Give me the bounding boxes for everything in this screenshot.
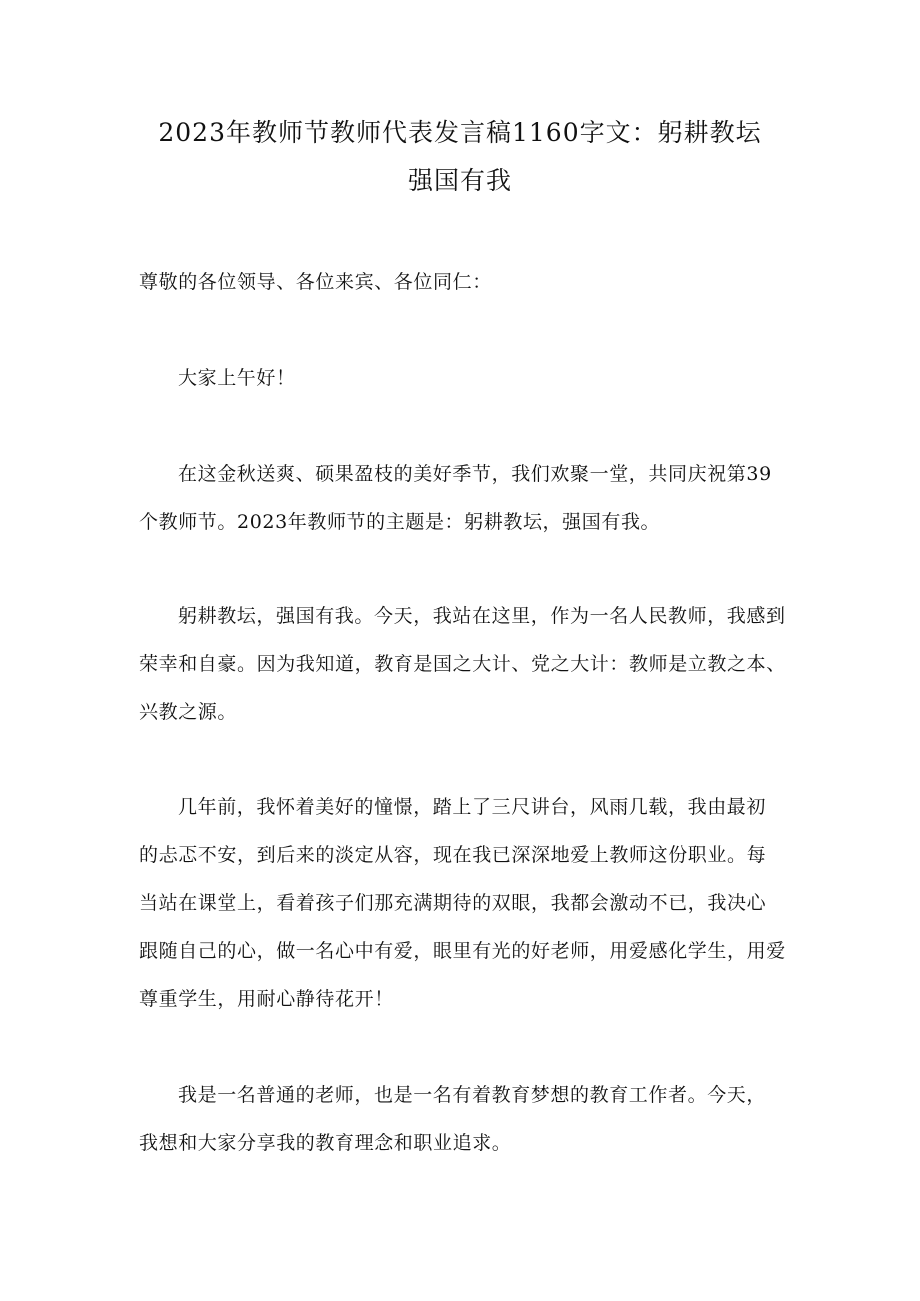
paragraph-3-line-3: 当站在课堂上，看着孩子们那充满期待的双眼，我都会激动不已，我决心	[139, 892, 767, 914]
paragraph-2-line-1: 躬耕教坛，强国有我。今天，我站在这里，作为一名人民教师，我感到	[178, 605, 786, 627]
paragraph-3-line-1: 几年前，我怀着美好的憧憬，踏上了三尺讲台，风雨几载，我由最初	[178, 796, 767, 818]
paragraph-2-line-2: 荣幸和自豪。因为我知道，教育是国之大计、党之大计：教师是立教之本、	[139, 653, 786, 675]
document-title-line-1: 2023年教师节教师代表发言稿1160字文：躬耕教坛	[158, 118, 762, 147]
document-title-line-2: 强国有我	[407, 166, 512, 195]
paragraph-4-line-1: 我是一名普通的老师，也是一名有着教育梦想的教育工作者。今天，	[178, 1084, 767, 1106]
paragraph-1-line-2: 个教师节。2023年教师节的主题是：躬耕教坛，强国有我。	[139, 511, 661, 533]
paragraph-4-line-2: 我想和大家分享我的教育理念和职业追求。	[139, 1132, 512, 1154]
salutation: 尊敬的各位领导、各位来宾、各位同仁：	[139, 271, 492, 293]
paragraph-3-line-2: 的忐忑不安，到后来的淡定从容，现在我已深深地爱上教师这份职业。每	[139, 844, 767, 866]
paragraph-1-line-1: 在这金秋送爽、硕果盈枝的美好季节，我们欢聚一堂，共同庆祝第39	[178, 463, 772, 485]
paragraph-2-line-3: 兴教之源。	[139, 701, 238, 723]
paragraph-3-line-4: 跟随自己的心，做一名心中有爱，眼里有光的好老师，用爱感化学生，用爱	[139, 940, 786, 962]
greeting: 大家上午好！	[178, 367, 296, 389]
paragraph-3-line-5: 尊重学生，用耐心静待花开！	[139, 988, 394, 1010]
